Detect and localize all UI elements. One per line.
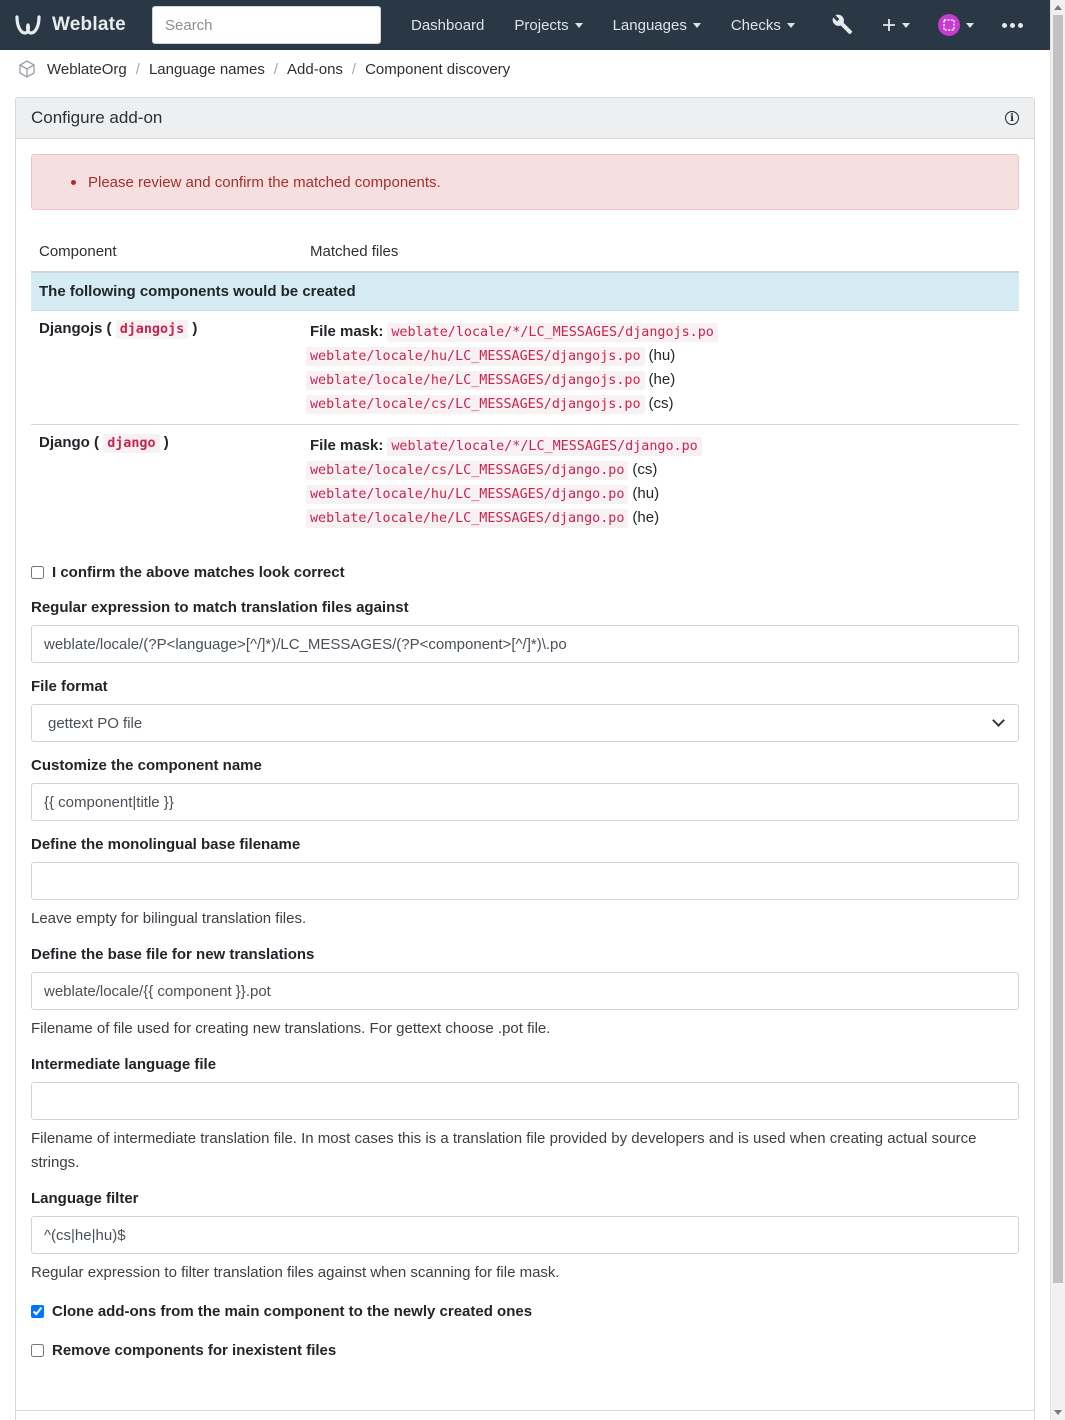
file-mask-line xyxy=(310,434,1011,458)
brand-name: Weblate xyxy=(52,14,126,35)
intermediate-help: Filename of intermediate translation file. In most cases this is a translation file provided by developers and is used when creating actual source strings. xyxy=(31,1130,977,1171)
component-cell xyxy=(31,425,302,539)
plus-icon xyxy=(882,18,896,32)
language-filter-help: Regular expression to filter translation files against when scanning for file mask. xyxy=(31,1264,560,1281)
panel-title: Configure add-on xyxy=(31,108,163,127)
clone-addons-label: Clone add-ons from the main component to the newly created ones xyxy=(52,1302,533,1320)
caret-down-icon xyxy=(693,23,701,28)
group-row xyxy=(31,272,1019,311)
matched-files-cell xyxy=(302,311,1019,425)
new-base-label: Define the base file for new translations xyxy=(31,946,315,963)
regex-label: Regular expression to match translation files against xyxy=(31,599,409,616)
file-language: (hu) xyxy=(632,485,660,502)
column-header-matched-files: Matched files xyxy=(302,230,1019,272)
error-alert xyxy=(31,154,1019,210)
name-template-value: {{ component|title }} xyxy=(44,793,174,811)
base-file-group xyxy=(31,835,1019,931)
component-slug: django xyxy=(103,434,159,453)
intermediate-input[interactable] xyxy=(31,1082,1019,1120)
breadcrumb-current[interactable]: Component discovery xyxy=(365,60,511,78)
file-path: weblate/locale/he/LC_MESSAGES/djangojs.po xyxy=(306,371,645,390)
component-slug: djangojs xyxy=(116,320,189,339)
name-template-group xyxy=(31,756,1019,821)
remove-components-label: Remove components for inexistent files xyxy=(52,1341,337,1359)
base-file-label: Define the monolingual base filename xyxy=(31,836,301,853)
user-avatar-icon xyxy=(938,14,960,36)
confirm-row xyxy=(31,560,1019,584)
top-navbar xyxy=(0,0,1050,50)
caret-down-icon xyxy=(902,23,910,28)
new-base-help: Filename of file used for creating new translations. For gettext choose .pot file. xyxy=(31,1020,551,1037)
nav-languages[interactable] xyxy=(598,0,716,50)
breadcrumb-separator: / xyxy=(273,60,279,78)
intermediate-group xyxy=(31,1055,1019,1175)
matched-file xyxy=(306,458,1011,482)
base-file-input[interactable] xyxy=(31,862,1019,900)
regex-value: weblate/locale/(?P<language>[^/]*)/LC_MESSAGES/(?P<component>[^/]*)\.po xyxy=(44,635,567,653)
file-path: weblate/locale/cs/LC_MESSAGES/djangojs.po xyxy=(306,395,645,414)
chevron-down-icon xyxy=(992,714,1005,727)
info-icon[interactable]: i xyxy=(1005,111,1019,125)
component-name: Django ( django ) xyxy=(39,434,169,451)
confirm-label: I confirm the above matches look correct xyxy=(52,563,345,581)
table-header-row xyxy=(31,230,1019,272)
breadcrumb-project[interactable]: WeblateOrg xyxy=(47,60,127,78)
file-language: (cs) xyxy=(632,461,658,478)
matched-files-cell xyxy=(302,425,1019,539)
panel-body xyxy=(16,139,1034,1362)
nav-projects-label: Projects xyxy=(514,16,569,34)
search-placeholder: Search xyxy=(165,16,213,34)
file-language: (cs) xyxy=(648,395,674,412)
file-path: weblate/locale/hu/LC_MESSAGES/django.po xyxy=(306,485,628,504)
file-path: weblate/locale/hu/LC_MESSAGES/djangojs.po xyxy=(306,347,645,366)
user-menu-button[interactable] xyxy=(924,0,988,50)
page-scrollbar[interactable] xyxy=(1050,0,1065,1420)
group-label: The following components would be created xyxy=(31,272,1019,311)
base-file-help: Leave empty for bilingual translation files. xyxy=(31,910,307,927)
breadcrumb xyxy=(0,50,1050,88)
breadcrumb-separator: / xyxy=(135,60,140,78)
file-mask-label: File mask: xyxy=(310,323,384,340)
file-mask: weblate/locale/*/LC_MESSAGES/djangojs.po xyxy=(387,323,717,342)
panel-header xyxy=(16,98,1034,139)
caret-down-icon xyxy=(575,23,583,28)
file-mask-label: File mask: xyxy=(310,437,384,454)
scroll-up-arrow-icon[interactable] xyxy=(1054,5,1062,10)
confirm-checkbox[interactable] xyxy=(31,566,44,579)
clone-addons-row xyxy=(31,1299,1019,1323)
new-base-group xyxy=(31,945,1019,1041)
panel-footer-divider xyxy=(16,1410,1034,1411)
more-menu-button[interactable] xyxy=(988,0,1037,50)
nav-projects[interactable] xyxy=(499,0,597,50)
file-language: (hu) xyxy=(648,347,676,364)
scroll-down-arrow-icon[interactable] xyxy=(1054,1410,1062,1415)
file-mask-line xyxy=(310,320,1011,344)
file-language: (he) xyxy=(648,371,676,388)
component-name: Djangojs ( djangojs ) xyxy=(39,320,198,337)
remove-components-row xyxy=(31,1338,1019,1362)
weblate-logo-icon xyxy=(14,13,42,37)
column-header-component: Component xyxy=(31,230,302,272)
breadcrumb-separator: / xyxy=(351,60,357,78)
regex-group xyxy=(31,598,1019,663)
file-language: (he) xyxy=(632,509,660,526)
intermediate-label: Intermediate language file xyxy=(31,1056,217,1073)
name-template-label: Customize the component name xyxy=(31,757,262,774)
project-icon xyxy=(17,59,37,79)
matched-file xyxy=(306,392,1011,416)
new-base-input[interactable] xyxy=(31,972,1019,1010)
brand-link[interactable] xyxy=(14,13,152,37)
nav-dashboard-label: Dashboard xyxy=(411,16,485,34)
add-menu-button[interactable] xyxy=(868,0,924,50)
matched-file xyxy=(306,506,1011,530)
file-format-label: File format xyxy=(31,678,108,695)
manage-button[interactable] xyxy=(818,0,868,50)
new-base-value: weblate/locale/{{ component }}.pot xyxy=(44,982,271,1000)
matched-file xyxy=(306,368,1011,392)
language-filter-input[interactable] xyxy=(31,1216,1019,1254)
scrollbar-thumb[interactable] xyxy=(1053,15,1063,1283)
file-path: weblate/locale/he/LC_MESSAGES/django.po xyxy=(306,509,628,528)
table-row xyxy=(31,425,1019,539)
nav-languages-label: Languages xyxy=(612,16,687,34)
file-mask: weblate/locale/*/LC_MESSAGES/django.po xyxy=(387,437,701,456)
file-list xyxy=(310,434,1011,530)
language-filter-label: Language filter xyxy=(31,1190,139,1207)
breadcrumb-component[interactable]: Language names xyxy=(148,60,265,78)
nav-checks-label: Checks xyxy=(730,16,781,34)
nav-dashboard[interactable] xyxy=(396,0,499,50)
caret-down-icon xyxy=(787,23,795,28)
matches-table xyxy=(31,230,1019,538)
caret-down-icon xyxy=(966,23,974,28)
file-path: weblate/locale/cs/LC_MESSAGES/django.po xyxy=(306,461,628,480)
alert-message: Please review and confirm the matched components. xyxy=(88,173,441,191)
file-format-group xyxy=(31,677,1019,742)
table-row xyxy=(31,311,1019,425)
regex-input[interactable] xyxy=(31,625,1019,663)
language-filter-value: ^(cs|he|hu)$ xyxy=(44,1226,126,1244)
search-input[interactable] xyxy=(152,6,381,44)
breadcrumb-addons[interactable]: Add-ons xyxy=(287,60,343,78)
file-format-select[interactable] xyxy=(31,704,1019,742)
clone-addons-checkbox[interactable] xyxy=(31,1305,44,1318)
nav-checks[interactable] xyxy=(716,0,810,50)
language-filter-group xyxy=(31,1189,1019,1285)
wrench-icon xyxy=(832,14,854,36)
configure-addon-panel xyxy=(15,97,1035,1420)
file-format-value: gettext PO file xyxy=(48,714,143,732)
name-template-input[interactable] xyxy=(31,783,1019,821)
remove-components-checkbox[interactable] xyxy=(31,1344,44,1357)
matched-file xyxy=(306,482,1011,506)
more-icon xyxy=(1002,23,1023,28)
matched-file xyxy=(306,344,1011,368)
component-cell xyxy=(31,311,302,425)
file-list xyxy=(310,320,1011,416)
main-nav xyxy=(396,0,1037,50)
